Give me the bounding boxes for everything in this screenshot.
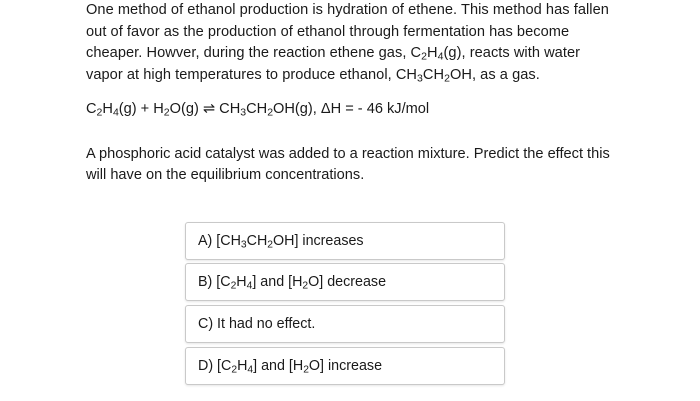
choice-c-label: C) It had no effect. — [198, 316, 316, 332]
choice-d-label: D) $[C_2H_4]$ and $[H_2O]$ increase — [198, 358, 383, 376]
question-line-1: A phosphoric acid catalyst was added to a reaction mixture. Predict the effect this — [86, 146, 610, 162]
choice-b-label: B) $[C_2H_4]$ and $[H_2O]$ decrease — [198, 274, 387, 292]
intro-line-2: out of favor as the production of ethanol through fermentation has become — [86, 23, 570, 40]
question-text — [86, 144, 626, 186]
choice-a-label: A) $[CH_3CH_2OH]$ increases — [198, 233, 364, 251]
answer-choice-d[interactable] — [185, 347, 505, 385]
intro-line-4: vapor at high temperatures to produce ethanol, $CH_3CH_2OH$, as a gas. — [86, 66, 540, 84]
question-line-2: will have on the equilibrium concentrations. — [86, 167, 365, 183]
intro-paragraph — [86, 0, 616, 86]
intro-line-1: One method of ethanol production is hydration of ethene. This method has fallen — [86, 2, 609, 18]
answer-choice-a[interactable] — [185, 222, 505, 260]
answer-choice-c[interactable] — [185, 305, 505, 343]
reaction-equation: $C_2H_4(g) + H_2O(g)$ ⇌ $CH_3CH_2OH(g)$, ΔH = - 46 kJ/mol — [86, 101, 430, 119]
intro-line-3: cheaper. Howver, during the reaction ethene gas, $C_2H_4(g)$, reacts with water — [86, 45, 581, 63]
answer-choice-b[interactable] — [185, 263, 505, 301]
